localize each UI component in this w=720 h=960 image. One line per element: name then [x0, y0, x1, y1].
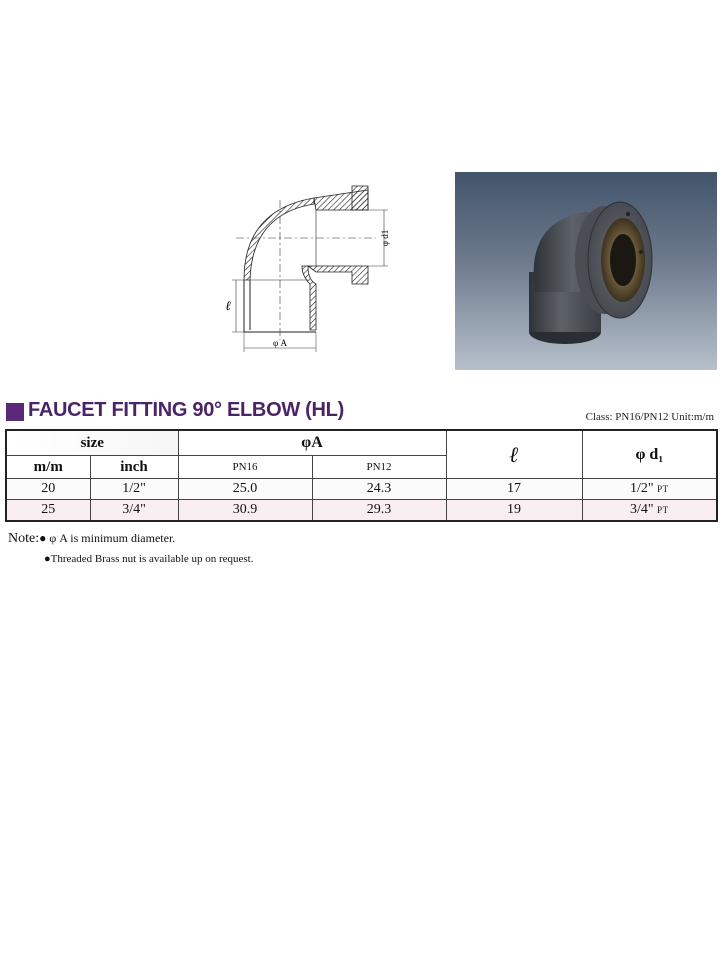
header-inch: inch	[90, 456, 178, 479]
elbow-fitting-image	[455, 172, 717, 370]
section-title-row	[6, 399, 716, 425]
header-pn16: PN16	[178, 456, 312, 479]
cell-l: 17	[446, 479, 582, 500]
header-phiA: φA	[178, 430, 446, 456]
elbow-section-diagram	[216, 180, 416, 355]
header-l: ℓ	[446, 430, 582, 479]
header-size: size	[6, 430, 178, 456]
bullet-icon: ●	[39, 531, 47, 545]
cell-inch: 3/4"	[90, 500, 178, 522]
cell-d1-value: 1/2"	[629, 481, 654, 496]
cell-pn12: 29.3	[312, 500, 446, 522]
product-photo	[455, 172, 717, 370]
spec-table	[5, 429, 718, 522]
table-row	[6, 479, 717, 500]
cell-mm: 20	[6, 479, 90, 500]
cell-d1	[582, 479, 717, 500]
cell-pn16: 25.0	[178, 479, 312, 500]
cell-d1	[582, 500, 717, 522]
note-2-text: Threaded Brass nut is available up on request.	[50, 553, 254, 565]
cell-l: 19	[446, 500, 582, 522]
note-1-text: φ A is minimum diameter.	[49, 531, 176, 545]
cell-d1-unit: PT	[657, 505, 669, 515]
title-marker-square	[6, 403, 24, 421]
note-2	[44, 553, 254, 565]
note-label: Note:	[8, 531, 40, 546]
table-row	[6, 500, 717, 522]
cell-d1-unit: PT	[657, 484, 669, 494]
cell-pn12: 24.3	[312, 479, 446, 500]
cell-pn16: 30.9	[178, 500, 312, 522]
section-title: FAUCET FITTING 90° ELBOW (HL)	[28, 399, 344, 421]
cell-d1-value: 3/4"	[629, 502, 654, 517]
dimension-d1-label: φ d1	[380, 229, 390, 247]
header-phi-d1: φ d₁	[582, 430, 717, 479]
bullet-icon: ●	[44, 553, 51, 565]
dimension-A-label: φ A	[273, 338, 287, 348]
header-mm: m/m	[6, 456, 90, 479]
class-unit-info: Class: PN16/PN12 Unit:m/m	[585, 411, 714, 423]
header-pn12: PN12	[312, 456, 446, 479]
cell-mm: 25	[6, 500, 90, 522]
cross-section-drawing	[216, 180, 416, 355]
dimension-l-label: ℓ	[225, 299, 231, 314]
cell-inch: 1/2"	[90, 479, 178, 500]
note-1	[8, 531, 175, 547]
